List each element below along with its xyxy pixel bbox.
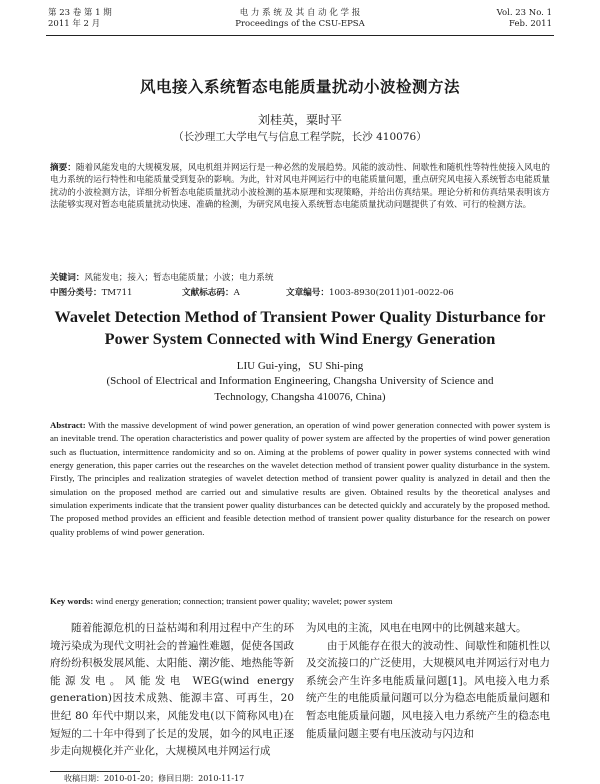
- volume-issue-en: Vol. 23 No. 1: [496, 8, 552, 18]
- intro-paragraph-2: 由于风能存在很大的波动性、间歇性和随机性以及交流接口的广泛使用，大规模风电并网运行对电力系统会产生许多电能质量问题[1]。风电接入电力系统产生的电能质量问题可以分为稳态电能质量问题和暂态电能质量问题，风电接入电力系统产生的稳态电能质量问题主要有电压波动与闪边和: [306, 639, 550, 740]
- keywords-en: [50, 596, 550, 606]
- body-column-left: [50, 620, 294, 761]
- intro-paragraph-1-cont: 为风电的主流，风电在电网中的比例越来越大。: [306, 622, 527, 634]
- journal-name-en: Proceedings of the CSU-EPSA: [235, 19, 365, 29]
- clc-number: 中图分类号：TM711: [50, 288, 133, 298]
- running-header: [0, 8, 600, 38]
- keywords-cn: [50, 271, 550, 283]
- intro-paragraph-1: 随着能源危机的日益枯竭和利用过程中产生的环境污染成为现代文明社会的普遍性难题，促使各国政府纷纷积极发展风能、太阳能、潮汐能、地热能等新能源发电。风能发电 WEG(wind energy generation)因技术成熟、能源丰富、可再生，20 世纪 80 年代中期以来，风能发电(以下简称风电)在短短的二十年中得到了长足的发展，如今的风电正逐步走向规模化并产业化，大规模风电并网运行成: [50, 622, 294, 758]
- abstract-cn-label: 摘要：: [50, 163, 76, 173]
- header-rule: [46, 35, 554, 36]
- article-number: 文章编号：1003-8930(2011)01-0022-06: [286, 288, 454, 298]
- authors-cn: 刘桂英，粟时平: [257, 113, 342, 127]
- volume-issue: 第 23 卷 第 1 期: [48, 8, 112, 18]
- affiliation-cn: （长沙理工大学电气与信息工程学院，长沙 410076）: [173, 131, 427, 143]
- paper-title-cn: 风电接入系统暂态电能质量扰动小波检测方法: [139, 78, 460, 96]
- affiliation-en: (School of Electrical and Information Engineering, Changsha University of Science and Technology, Changsha 410076, China): [106, 375, 494, 403]
- abstract-cn-text: 随着风能发电的大规模发展，风电机组并网运行是一种必然的发展趋势。风能的波动性、间歇性和随机性等特性使接入风电的电力系统的运行特性和电能质量受到复杂的影响。为此，针对风电并网运行中的电能质量问题，重点研究风电接入系统暂态电能质量扰动的小波检测方法，详细分析暂态电能质量扰动小波检测的基本原理和实现策略，并给出仿真结果。理论分析和仿真结果表明该方法能够实现对暂态电能质量扰动快速、准确的检测，为研究风电接入系统暂态电能质量扰动问题提供了有效、可行的检测方法。: [50, 163, 550, 210]
- paper-title-en: Wavelet Detection Method of Transient Power Quality Disturbance for Power System Connected with Wind Energy Generation: [54, 307, 546, 348]
- issue-date-en: Feb. 2011: [509, 19, 552, 29]
- issue-date-cn: 2011 年 2 月: [48, 19, 101, 29]
- header-right: [497, 8, 552, 30]
- keywords-en-text: wind energy generation; connection; transient power quality; wavelet; power system: [95, 596, 393, 606]
- keywords-cn-label: 关键词：: [50, 273, 85, 283]
- journal-name-cn: 电 力 系 统 及 其 自 动 化 学 报: [239, 8, 361, 18]
- body-column-right: [306, 620, 550, 743]
- abstract-en-text: With the massive development of wind power generation, an operation of wind power generation connected with power system is an inevitable trend. The operation characteristics and power quality of power system are affected by the properties of wind power generation such as fluctuation, intermittence randomicity and so on. Aiming at the problems of power quality in power systems connected with wind energy generation, this paper carries out the researches on the wavelet detection method of transient power quality disturbance in the system. Firstly, The principles and realization strategies of wavelet detection method of transient power quality is analyzed in detail and then the simulation on the proposed method are carried out and simulative results are given. Obtained results by the theoretical analyses and simulation experiments indicate that the transient power quality disturbances can be detected quickly and accurately by the proposed method. The proposed method provides an efficient and feasible detection method of transient power quality disturbance for the research on power quality problems of wind power generation.: [50, 420, 550, 537]
- footnote-received: 收稿日期：2010-01-20；修回日期：2010-11-17: [64, 774, 245, 783]
- abstract-en-label: Abstract:: [50, 420, 86, 430]
- keywords-cn-text: 风能发电；接入；暂态电能质量；小波；电力系统: [84, 273, 274, 283]
- abstract-cn: [50, 162, 550, 211]
- authors-en: LIU Gui-ying，SU Shi-ping: [236, 360, 364, 372]
- abstract-en: [50, 419, 550, 539]
- keywords-en-label: Key words:: [50, 596, 94, 606]
- footnote-rule: [50, 771, 140, 772]
- document-code: 文献标志码：A: [182, 288, 240, 298]
